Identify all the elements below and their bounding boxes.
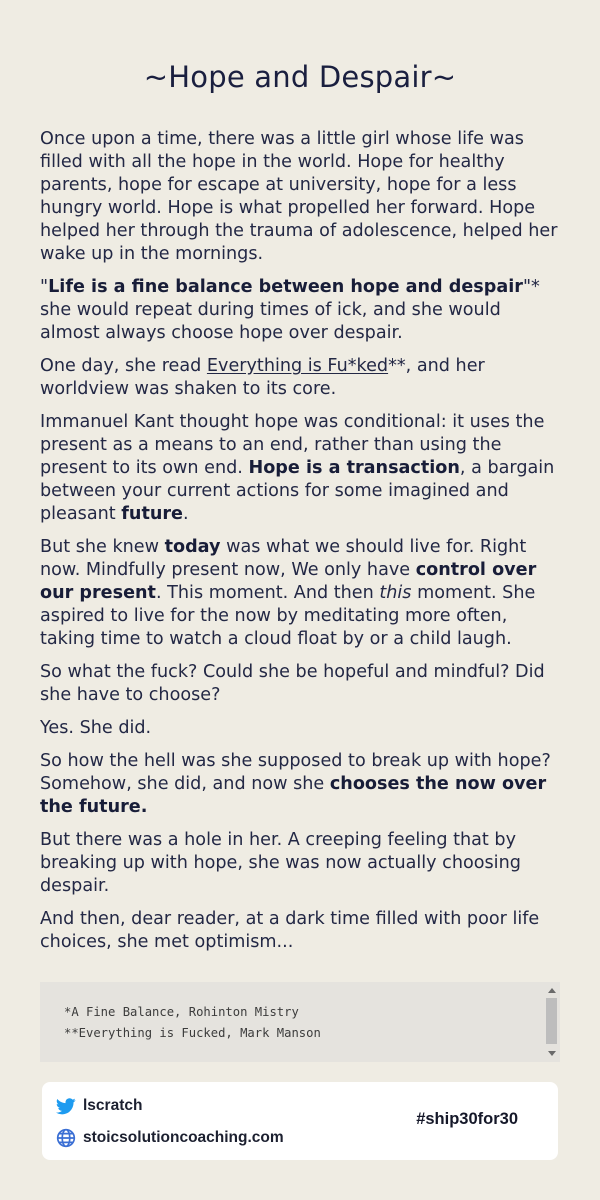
- paragraph-5-b2: control over our present: [40, 560, 537, 603]
- paragraph-4: [40, 411, 560, 526]
- scroll-thumb[interactable]: [546, 998, 557, 1044]
- essay: [40, 52, 560, 964]
- twitter-row[interactable]: [56, 1097, 142, 1115]
- paragraph-4-t3: .: [183, 504, 189, 524]
- scroll-down-arrow-icon[interactable]: [548, 1051, 556, 1056]
- paragraph-5: [40, 536, 560, 651]
- paragraph-10: And then, dear reader, at a dark time filled with poor life choices, she met optimism...: [40, 909, 540, 952]
- footnotes-text: [64, 1002, 321, 1044]
- paragraph-5-t4: moment. She aspired to live for the now by meditating more often, taking time to watch a cloud float by or a child laugh.: [40, 583, 536, 649]
- book-title-link[interactable]: Everything is Fu*ked: [206, 356, 389, 376]
- scroll-up-arrow-icon[interactable]: [548, 988, 556, 993]
- paragraph-5-t2: was what we should live for. Right now. Mindfully present now, We only have: [40, 537, 527, 580]
- paragraph-3-rest: **, and her worldview was shaken to its core.: [40, 356, 485, 399]
- paragraph-4-t1: Immanuel Kant thought hope was conditional: it uses the present as a means to an end, rather than using the present to its own end.: [40, 412, 545, 478]
- globe-icon: [56, 1128, 76, 1148]
- paragraph-9: But there was a hole in her. A creeping feeling that by breaking up with hope, she was now actually choosing despair.: [40, 830, 521, 896]
- paragraph-4-t2: , a bargain between your current actions for some imagined and pleasant: [40, 458, 555, 524]
- quote-open: ": [40, 277, 49, 297]
- bold-quote: Life is a fine balance between hope and despair: [48, 277, 523, 297]
- paragraph-5-t3: . This moment. And then: [155, 583, 380, 603]
- website-url: stoicsolutioncoaching.com: [83, 1129, 284, 1146]
- paragraph-8-t1: So how the hell was she supposed to break up with hope? Somehow, she did, and now she: [40, 751, 551, 794]
- website-row[interactable]: [56, 1128, 284, 1148]
- paragraph-7: Yes. She did.: [40, 718, 152, 738]
- author-card: [42, 1082, 558, 1160]
- paragraph-2: [40, 276, 560, 345]
- page-title: ~Hope and Despair~: [143, 60, 457, 94]
- footnotes-box[interactable]: [40, 982, 560, 1062]
- hashtag: #ship30for30: [416, 1110, 518, 1128]
- paragraph-2-rest: "* she would repeat during times of ick, and she would almost always choose hope over despair.: [40, 277, 540, 343]
- paragraph-4-b2: future: [121, 504, 183, 524]
- footnote-1: *A Fine Balance, Rohinton Mistry: [64, 1005, 299, 1019]
- footnotes-scrollbar[interactable]: [543, 982, 560, 1062]
- twitter-handle: lscratch: [83, 1097, 143, 1114]
- paragraph-5-t1: But she knew: [40, 537, 165, 557]
- paragraph-1: Once upon a time, there was a little girl whose life was filled with all the hope in the world. Hope for healthy parents, hope for escape at university, hope for a less hungry world. Hope is what propelled her forward. Hope helped her through the trauma of adolescence, helped her wake up in the mornings.: [40, 129, 558, 264]
- paragraph-5-b1: today: [164, 537, 221, 557]
- paragraph-4-b1: Hope is a transaction: [248, 458, 460, 478]
- paragraph-6: So what the fuck? Could she be hopeful and mindful? Did she have to choose?: [40, 662, 545, 705]
- paragraph-3-start: One day, she read: [40, 356, 207, 376]
- paragraph-8-b1: chooses the now over the future.: [40, 774, 547, 817]
- paragraph-5-i1: this: [379, 583, 412, 603]
- paragraph-8: [40, 750, 560, 819]
- paragraph-3: [40, 355, 560, 401]
- twitter-bird-icon: [56, 1098, 76, 1115]
- footnote-2: **Everything is Fucked, Mark Manson: [64, 1026, 321, 1040]
